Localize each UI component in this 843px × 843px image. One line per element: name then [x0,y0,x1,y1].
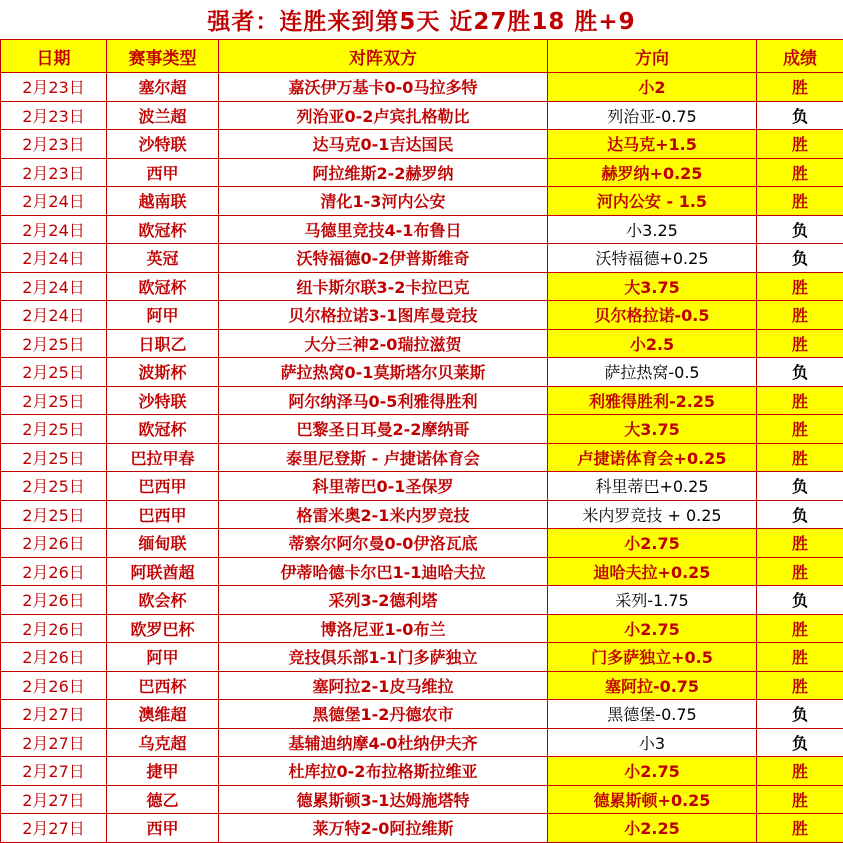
cell-match: 列治亚0-2卢宾扎格勒比 [219,101,548,130]
cell-date: 2月23日 [1,130,107,159]
cell-date: 2月25日 [1,500,107,529]
cell-direction: 大3.75 [548,272,757,301]
table-row [1,329,843,358]
table-row [1,500,843,529]
cell-result: 胜 [757,443,843,472]
cell-direction: 迪哈夫拉+0.25 [548,557,757,586]
table-header [1,40,843,73]
cell-league: 波斯杯 [107,358,219,387]
cell-date: 2月24日 [1,272,107,301]
cell-league: 巴西杯 [107,671,219,700]
cell-direction: 采列-1.75 [548,586,757,615]
cell-direction: 门多萨独立+0.5 [548,643,757,672]
table-row [1,700,843,729]
cell-league: 巴西甲 [107,472,219,501]
cell-result: 负 [757,728,843,757]
cell-date: 2月25日 [1,443,107,472]
cell-league: 缅甸联 [107,529,219,558]
cell-league: 欧会杯 [107,586,219,615]
cell-date: 2月23日 [1,158,107,187]
cell-direction: 德累斯顿+0.25 [548,785,757,814]
cell-league: 沙特联 [107,130,219,159]
cell-date: 2月25日 [1,386,107,415]
cell-league: 沙特联 [107,386,219,415]
table-row [1,187,843,216]
results-table [0,39,843,843]
cell-result: 胜 [757,158,843,187]
cell-league: 德乙 [107,785,219,814]
page-title-bar [0,0,843,39]
cell-result: 胜 [757,785,843,814]
header-row [1,40,843,73]
cell-result: 负 [757,700,843,729]
cell-direction: 小2.75 [548,757,757,786]
cell-direction: 赫罗纳+0.25 [548,158,757,187]
cell-direction: 萨拉热窝-0.5 [548,358,757,387]
cell-league: 塞尔超 [107,73,219,102]
cell-date: 2月25日 [1,358,107,387]
cell-league: 乌克超 [107,728,219,757]
cell-date: 2月23日 [1,101,107,130]
cell-result: 胜 [757,130,843,159]
cell-league: 欧冠杯 [107,272,219,301]
cell-result: 胜 [757,529,843,558]
cell-result: 胜 [757,614,843,643]
cell-league: 欧冠杯 [107,415,219,444]
cell-direction: 利雅得胜利-2.25 [548,386,757,415]
table-row [1,557,843,586]
table-row [1,244,843,273]
cell-league: 阿甲 [107,301,219,330]
cell-direction: 小2.5 [548,329,757,358]
cell-match: 蒂察尔阿尔曼0-0伊洛瓦底 [219,529,548,558]
cell-direction: 沃特福德+0.25 [548,244,757,273]
cell-league: 日职乙 [107,329,219,358]
cell-result: 胜 [757,814,843,843]
cell-match: 竞技俱乐部1-1门多萨独立 [219,643,548,672]
column-header-league: 赛事类型 [107,40,219,73]
cell-direction: 达马克+1.5 [548,130,757,159]
cell-date: 2月27日 [1,785,107,814]
table-row [1,728,843,757]
column-header-match: 对阵双方 [219,40,548,73]
cell-match: 科里蒂巴0-1圣保罗 [219,472,548,501]
cell-date: 2月25日 [1,329,107,358]
cell-direction: 小2.75 [548,529,757,558]
column-header-result: 成绩 [757,40,843,73]
table-row [1,215,843,244]
cell-date: 2月26日 [1,529,107,558]
cell-result: 负 [757,244,843,273]
cell-league: 巴拉甲春 [107,443,219,472]
cell-date: 2月24日 [1,187,107,216]
cell-league: 阿联酋超 [107,557,219,586]
cell-result: 胜 [757,187,843,216]
cell-match: 塞阿拉2-1皮马维拉 [219,671,548,700]
cell-date: 2月27日 [1,700,107,729]
cell-match: 巴黎圣日耳曼2-2摩纳哥 [219,415,548,444]
cell-date: 2月26日 [1,671,107,700]
table-row [1,386,843,415]
cell-date: 2月27日 [1,814,107,843]
cell-league: 欧罗巴杯 [107,614,219,643]
table-row [1,73,843,102]
table-row [1,757,843,786]
cell-direction: 小3.25 [548,215,757,244]
cell-date: 2月24日 [1,244,107,273]
cell-result: 胜 [757,73,843,102]
cell-league: 英冠 [107,244,219,273]
table-row [1,586,843,615]
cell-match: 马德里竞技4-1布鲁日 [219,215,548,244]
cell-result: 胜 [757,272,843,301]
cell-league: 澳维超 [107,700,219,729]
table-row [1,529,843,558]
cell-match: 纽卡斯尔联3-2卡拉巴克 [219,272,548,301]
cell-league: 西甲 [107,814,219,843]
table-row [1,358,843,387]
cell-date: 2月24日 [1,215,107,244]
column-header-date: 日期 [1,40,107,73]
cell-match: 基辅迪纳摩4-0杜纳伊夫齐 [219,728,548,757]
table-row [1,443,843,472]
cell-direction: 小2.25 [548,814,757,843]
cell-result: 负 [757,500,843,529]
column-header-direction: 方向 [548,40,757,73]
cell-league: 越南联 [107,187,219,216]
cell-match: 萨拉热窝0-1莫斯塔尔贝莱斯 [219,358,548,387]
cell-result: 负 [757,472,843,501]
cell-league: 阿甲 [107,643,219,672]
cell-league: 波兰超 [107,101,219,130]
cell-date: 2月27日 [1,728,107,757]
table-body [1,73,843,843]
cell-match: 嘉沃伊万基卡0-0马拉多特 [219,73,548,102]
cell-date: 2月27日 [1,757,107,786]
cell-league: 巴西甲 [107,500,219,529]
cell-direction: 小2 [548,73,757,102]
cell-result: 胜 [757,643,843,672]
table-row [1,814,843,843]
page-title: 强者：连胜来到第5天 近27胜18 胜+9 [207,3,635,36]
cell-result: 胜 [757,757,843,786]
cell-match: 莱万特2-0阿拉维斯 [219,814,548,843]
table-row [1,101,843,130]
cell-match: 贝尔格拉诺3-1图库曼竞技 [219,301,548,330]
cell-league: 捷甲 [107,757,219,786]
cell-direction: 米内罗竞技 + 0.25 [548,500,757,529]
table-row [1,643,843,672]
table-row [1,130,843,159]
cell-result: 负 [757,358,843,387]
cell-match: 杜库拉0-2布拉格斯拉维亚 [219,757,548,786]
table-row [1,158,843,187]
cell-match: 阿尔纳泽马0-5利雅得胜利 [219,386,548,415]
table-row [1,785,843,814]
cell-direction: 贝尔格拉诺-0.5 [548,301,757,330]
cell-result: 胜 [757,329,843,358]
cell-result: 胜 [757,415,843,444]
table-row [1,272,843,301]
cell-direction: 小2.75 [548,614,757,643]
cell-match: 伊蒂哈德卡尔巴1-1迪哈夫拉 [219,557,548,586]
cell-direction: 科里蒂巴+0.25 [548,472,757,501]
table-row [1,614,843,643]
cell-direction: 小3 [548,728,757,757]
cell-date: 2月25日 [1,415,107,444]
table-row [1,415,843,444]
cell-result: 负 [757,586,843,615]
cell-match: 德累斯顿3-1达姆施塔特 [219,785,548,814]
cell-direction: 大3.75 [548,415,757,444]
cell-direction: 黑德堡-0.75 [548,700,757,729]
cell-date: 2月23日 [1,73,107,102]
cell-league: 西甲 [107,158,219,187]
cell-direction: 列治亚-0.75 [548,101,757,130]
cell-direction: 塞阿拉-0.75 [548,671,757,700]
cell-result: 胜 [757,557,843,586]
cell-date: 2月26日 [1,586,107,615]
cell-match: 阿拉维斯2-2赫罗纳 [219,158,548,187]
cell-match: 达马克0-1吉达国民 [219,130,548,159]
cell-result: 胜 [757,386,843,415]
cell-result: 胜 [757,301,843,330]
table-row [1,472,843,501]
cell-match: 大分三神2-0瑞拉滋贺 [219,329,548,358]
cell-result: 负 [757,101,843,130]
cell-date: 2月24日 [1,301,107,330]
cell-match: 博洛尼亚1-0布兰 [219,614,548,643]
cell-result: 胜 [757,671,843,700]
cell-date: 2月26日 [1,557,107,586]
cell-date: 2月26日 [1,643,107,672]
cell-date: 2月25日 [1,472,107,501]
cell-result: 负 [757,215,843,244]
cell-date: 2月26日 [1,614,107,643]
cell-match: 沃特福德0-2伊普斯维奇 [219,244,548,273]
cell-league: 欧冠杯 [107,215,219,244]
cell-match: 格雷米奥2-1米内罗竞技 [219,500,548,529]
cell-match: 泰里尼登斯 - 卢捷诺体育会 [219,443,548,472]
cell-match: 清化1-3河内公安 [219,187,548,216]
table-row [1,671,843,700]
cell-direction: 河内公安 - 1.5 [548,187,757,216]
cell-direction: 卢捷诺体育会+0.25 [548,443,757,472]
cell-match: 黑德堡1-2丹德农市 [219,700,548,729]
table-row [1,301,843,330]
cell-match: 采列3-2德利塔 [219,586,548,615]
